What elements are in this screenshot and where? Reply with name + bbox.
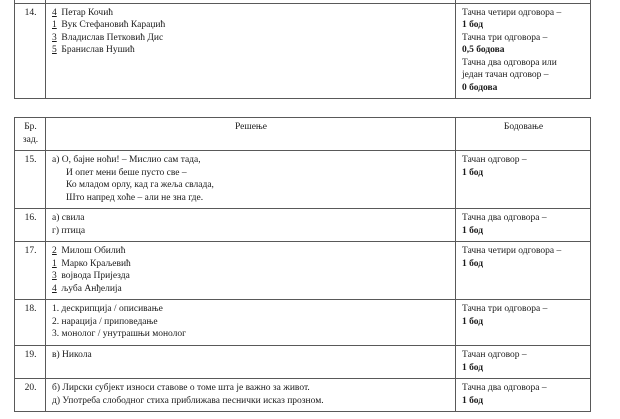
solution-line [52, 44, 450, 57]
solution-line [52, 258, 450, 271]
solution-line [52, 7, 450, 20]
points-cell [456, 3, 591, 99]
task-number: 18. [15, 300, 46, 346]
task-number: 20. [15, 379, 46, 412]
points-line: Тачна два одговора или [462, 57, 557, 68]
solution-text: Петар Кочић [61, 7, 114, 18]
solution-text: Милош Обилић [61, 246, 126, 257]
ordinal-number: 4 [52, 283, 57, 294]
solution-text: војвода Пријезда [61, 271, 130, 282]
ordinal-number: 4 [52, 7, 57, 18]
main-table-container [14, 117, 591, 412]
points-cell [456, 209, 591, 242]
solution-text: љуба Анђелија [61, 283, 122, 294]
points-line: Тачна два одговора – [462, 213, 547, 224]
solution-cell [46, 379, 456, 412]
solution-line: в) Никола [52, 349, 92, 360]
ordinal-number: 2 [52, 246, 57, 257]
column-header-number [15, 118, 46, 151]
points-line: Тачан одговор – [462, 349, 527, 360]
solution-line: 1. дескрипција / описивање [52, 304, 163, 315]
points-line: Тачна четири одговора – [462, 246, 562, 257]
solution-line: 3. монолог / унутрашњи монолог [52, 329, 187, 340]
solution-cell [46, 300, 456, 346]
task-number: 15. [15, 151, 46, 209]
points-cell [456, 242, 591, 300]
table-row [15, 300, 591, 346]
points-line: 0,5 бодова [462, 45, 505, 56]
solution-line: Што напред хоће – али не зна где. [66, 192, 204, 203]
points-line: Тачна четири одговора – [462, 7, 562, 18]
solution-line-spacer [52, 362, 450, 375]
ordinal-number: 3 [52, 271, 57, 282]
points-line: Тачна два одговора – [462, 383, 547, 394]
solution-line: а) О, бајне ноћи! – Мислио сам тада, [52, 155, 201, 166]
column-header-solution: Решење [46, 118, 456, 151]
top-table-container [14, 0, 591, 99]
solution-line: И опет мени беше пусто све – [66, 167, 187, 178]
solution-line: г) птица [52, 225, 86, 236]
solution-line: д) Употреба слободног стиха приближава песнички исказ прозном. [52, 395, 324, 406]
solution-line [52, 19, 450, 32]
solution-line [52, 270, 450, 283]
solution-line: Ко младом орлу, кад га жеља свлада, [66, 180, 214, 191]
points-cell [456, 151, 591, 209]
answer-key-table-main [14, 117, 591, 412]
header-number-line2: зад. [22, 134, 39, 145]
table-row [15, 209, 591, 242]
solution-line: а) свила [52, 213, 85, 224]
points-line: Тачна три одговора – [462, 304, 548, 315]
points-line: 1 бод [462, 20, 484, 31]
ordinal-number: 3 [52, 32, 57, 43]
solution-line [52, 32, 450, 45]
task-number: 19. [15, 345, 46, 378]
solution-text: Марко Краљевић [61, 258, 131, 269]
points-line: 0 бодова [462, 82, 498, 93]
points-line: 1 бод [462, 258, 484, 269]
header-number-line1: Бр. [24, 122, 37, 132]
solution-line [52, 245, 450, 258]
solution-cell [46, 242, 456, 300]
points-line: 1 бод [462, 395, 484, 406]
solution-cell [46, 151, 456, 209]
solution-line: 2. нарација / приповедање [52, 316, 158, 327]
points-line: 1 бод [462, 316, 484, 327]
task-number: 14. [15, 3, 46, 99]
column-header-points: Бодовање [456, 118, 591, 151]
solution-cell [46, 209, 456, 242]
task-number: 17. [15, 242, 46, 300]
ordinal-number: 5 [52, 45, 57, 56]
table-row [15, 242, 591, 300]
solution-line [52, 283, 450, 296]
solution-text: Владислав Петковић Дис [61, 32, 164, 43]
table-row [15, 379, 591, 412]
points-cell [456, 300, 591, 346]
solution-text: Вук Стефановић Караџић [61, 20, 166, 31]
points-line: 1 бод [462, 362, 484, 373]
answer-key-table-top [14, 0, 591, 99]
points-line: Тачна три одговора – [462, 32, 548, 43]
solution-cell [46, 345, 456, 378]
table-row [15, 3, 591, 99]
points-line: 1 бод [462, 225, 484, 236]
points-line: један тачан одговор – [462, 70, 549, 81]
solution-text: Бранислав Нушић [61, 45, 135, 56]
solution-line: б) Лирски субјект износи ставове о томе шта је важно за живот. [52, 383, 310, 394]
task-number: 16. [15, 209, 46, 242]
points-cell [456, 379, 591, 412]
table-row [15, 345, 591, 378]
points-cell [456, 345, 591, 378]
table-row [15, 151, 591, 209]
ordinal-number: 1 [52, 258, 57, 269]
table-header-row [15, 118, 591, 151]
points-line: 1 бод [462, 167, 484, 178]
solution-cell [46, 3, 456, 99]
points-line: Тачан одговор – [462, 155, 527, 166]
ordinal-number: 1 [52, 20, 57, 31]
